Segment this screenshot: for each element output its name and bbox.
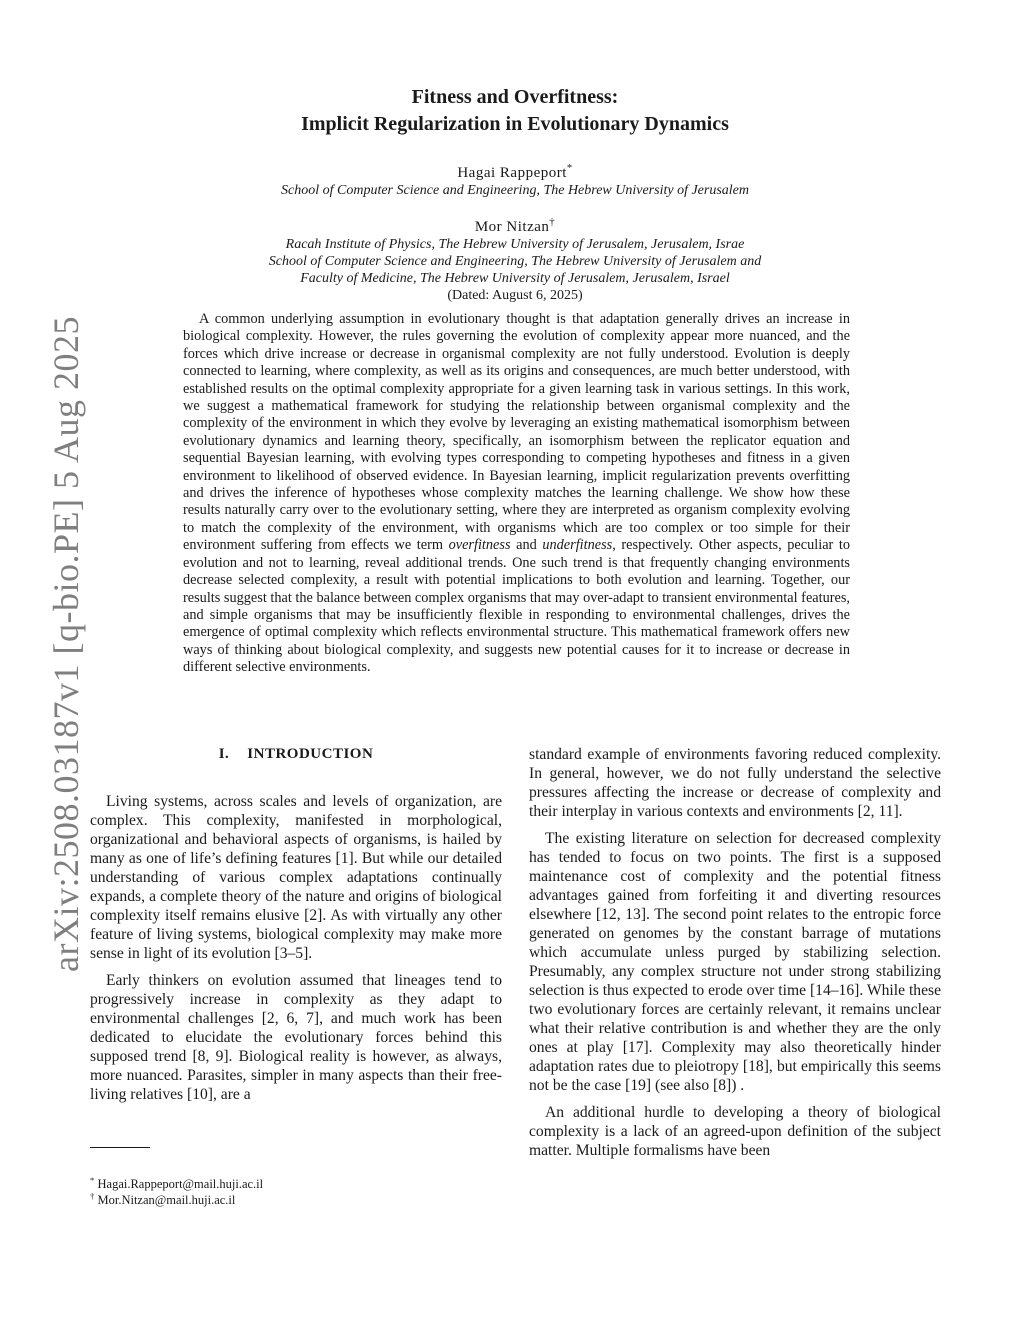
- footnotes: [90, 1176, 263, 1208]
- section-number: I.: [218, 746, 230, 762]
- abstract: [183, 311, 850, 677]
- section-title: INTRODUCTION: [247, 746, 374, 762]
- footnote-2-mark: †: [90, 1190, 95, 1201]
- intro-paragraph-2: Early thinkers on evolution assumed that lineages tend to progressively increase in complexity as they adapt to environmental challenges [2, 6, 7], and much work has been dedicated to elucidate the evolutionary forces behind this supposed trend [8, 9]. Biological reality is however, as always, more nuanced. Parasites, simpler in many aspects than their free-living relatives [10], are a: [90, 972, 502, 1103]
- footnote-2-email: Mor.Nitzan@mail.huji.ac.il: [97, 1193, 236, 1207]
- title-block: [180, 84, 850, 304]
- footnote-1: [90, 1176, 263, 1192]
- author-2-name: Mor Nitzan: [474, 219, 550, 235]
- footnote-rule: [90, 1147, 150, 1148]
- abstract-term-overfitness: overfitness: [448, 537, 511, 554]
- right-column: [529, 745, 941, 1168]
- abstract-term-underfitness: underfitness: [542, 537, 613, 554]
- author-1-affiliation: School of Computer Science and Engineering, The Hebrew University of Jerusalem: [281, 183, 749, 198]
- footnote-2: [90, 1192, 263, 1208]
- intro-paragraph-2-continued: standard example of environments favoring reduced complexity. In general, however, we do not fully understand the selective pressures affecting the increase or decrease of complexity and their interplay in various contexts and environments [2, 11].: [529, 746, 941, 820]
- arxiv-identifier: arXiv:2508.03187v1 [q-bio.PE] 5 Aug 2025: [46, 316, 86, 972]
- author-2-affiliation-1: Racah Institute of Physics, The Hebrew University of Jerusalem, Jerusalem, Israe: [285, 237, 745, 252]
- author-2-affiliation-3: Faculty of Medicine, The Hebrew University of Jerusalem, Jerusalem, Israel: [300, 271, 730, 286]
- intro-paragraph-1: Living systems, across scales and levels of organization, are complex. This complexity, manifested in morphological, organizational and behavioral aspects of organisms, is hailed by many as one of life’s defining features [1]. But while our detailed understanding of various complex adaptations continually expands, a complete theory of the nature and origins of biological complexity itself remains elusive [2]. As with virtually any other feature of living systems, biological complexity may make more sense in light of its evolution [3–5].: [90, 793, 502, 962]
- paper-title-line2: Implicit Regularization in Evolutionary Dynamics: [301, 113, 729, 135]
- left-column: [90, 745, 502, 1112]
- section-heading-introduction: [90, 745, 502, 764]
- intro-paragraph-3: The existing literature on selection for decreased complexity has tended to focus on two points. The first is a supposed maintenance cost of complexity and the potential fitness advantages gained from forfeiting it and diverting resources elsewhere [12, 13]. The second point relates to the entropic force generated on genomes by the constant barrage of mutations which accumulate unless purged by stabilizing selection. Presumably, any complex structure not under strong stabilizing selection is thus expected to erode over time [14–16]. While these two evolutionary forces are certainly relevant, it remains unclear what their relative contribution is and whether they are the only ones at play [17]. Complexity may also theoretically hinder adaptation rates due to pleiotropy [18], but empirically this seems not be the case [19] (see also [8]) .: [529, 830, 941, 1094]
- author-1-name: Hagai Rappeport: [457, 165, 567, 181]
- date-line: (Dated: August 6, 2025): [447, 288, 583, 303]
- abstract-and: and: [510, 537, 543, 554]
- intro-paragraph-4: An additional hurdle to developing a theory of biological complexity is a lack of an agreed-upon definition of the subject matter. Multiple formalisms have been: [529, 1104, 941, 1159]
- footnote-1-mark: *: [90, 1174, 95, 1185]
- author-2: [180, 218, 850, 236]
- abstract-part2: , respectively. Other aspects, peculiar to evolution and not to learning, reveal additional trends. One such trend is that frequently changing environments decrease selected complexity, a result with potential implications to both evolution and learning. Together, our results suggest that the balance between complex organisms that may over-adapt to transient environmental features, and simple organisms that may be insufficiently flexible in responding to environmental challenges, drives the emergence of optimal complexity which reflects environmental structure. This mathematical framework offers new ways of thinking about biological complexity, and suggests new potential causes for it to increase or decrease in different selective environments.: [183, 537, 850, 676]
- author-2-mark: †: [549, 217, 556, 228]
- paper-title-line1: Fitness and Overfitness:: [411, 86, 619, 108]
- author-1-mark: *: [566, 163, 573, 174]
- footnote-1-email: Hagai.Rappeport@mail.huji.ac.il: [97, 1177, 264, 1191]
- abstract-part1: A common underlying assumption in evolutionary thought is that adaptation generally drives an increase in biological complexity. However, the rules governing the evolution of complexity appear more nuanced, and the forces which drive increase or decrease in organismal complexity are not fully understood. Evolution is deeply connected to learning, where complexity, as well as its origins and consequences, are much better understood, with established results on the optimal complexity appropriate for a given learning task in various settings. In this work, we suggest a mathematical framework for studying the relationship between organismal complexity and the complexity of the environment in which they evolve by leveraging an existing mathematical isomorphism between evolutionary dynamics and learning theory, specifically, an isomorphism between the replicator equation and sequential Bayesian learning, with evolving types corresponding to competing hypotheses and fitness in a given environment to likelihood of observed evidence. In Bayesian learning, implicit regularization prevents overfitting and drives the inference of hypotheses whose complexity matches the learning challenge. We show how these results naturally carry over to the evolutionary setting, where they are interpreted as organism complexity evolving to match the complexity of the environment, with organisms which are too complex or too simple for their environment suffering from effects we term: [183, 311, 850, 554]
- author-1: [180, 164, 850, 182]
- author-2-affiliation-2: School of Computer Science and Engineering, The Hebrew University of Jerusalem and: [268, 254, 762, 269]
